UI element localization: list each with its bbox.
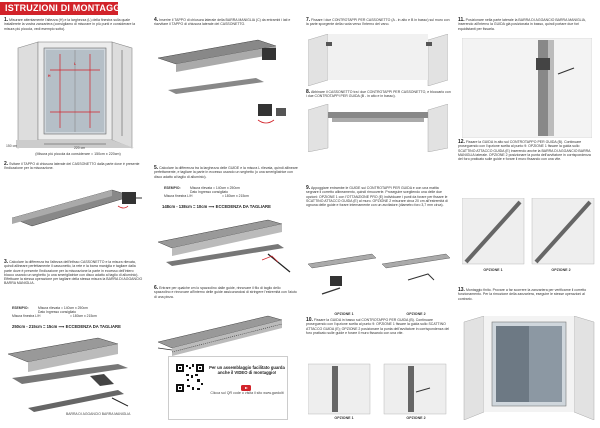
option-2-label: OPZIONE 2 <box>406 312 426 316</box>
step-number: 5. <box>154 165 159 171</box>
page-title: ISTRUZIONI DI MONTAGGIO <box>5 3 131 13</box>
step-number: 13. <box>458 287 465 293</box>
column-1 <box>4 18 144 426</box>
step-1-caption: (Misura più piccola da considerare = 150cm x 220cm) <box>35 152 121 156</box>
step-9 <box>306 186 452 207</box>
step-text: Posizionare nella parte laterale la BARRA DI AGGANCIO BARRA MANIGLIA, inserendo all'interno la GUIDA già posizionata in basso, quindi portare due fori equidistanti per fissarla. <box>458 18 586 31</box>
example-row: = 180cm x 215cm <box>70 314 97 318</box>
promo-title: Per un assemblaggio facilitato guarda anche il VIDEO di montaggio! <box>209 365 285 375</box>
label-h-value: 150 cm <box>6 144 18 148</box>
step-13 <box>458 288 596 301</box>
step-11 <box>458 18 596 31</box>
column-3 <box>306 18 452 426</box>
step-text: Montaggio finito. Provare a far scorrere la zanzariera per verificarne il corretto funzionamento. Per la rimozione della zanzariera, eseguire le stesse operazioni al contrario. <box>458 288 587 301</box>
step-1 <box>4 18 144 31</box>
example-row: Misura rilevata = 140cm x 250cm <box>38 306 88 310</box>
step-number: 4. <box>154 17 159 23</box>
step-number: 11. <box>458 17 465 23</box>
label-l-value: 220 cm <box>74 146 86 150</box>
example-row: Misura finestra L/H <box>164 194 193 198</box>
step-number: 8. <box>306 89 311 95</box>
arrow-right-icon: ⟶ <box>58 324 65 329</box>
arrow-right-icon: ⟶ <box>208 204 215 209</box>
cut-cassette-illustration <box>8 334 144 424</box>
option-2c-label: OPZIONE 2 <box>551 268 571 272</box>
handle-bar-mount-illustration <box>462 38 592 138</box>
step-text: Fissare i due CONTROTAPPI PER CASSONETTO (A - in alto e B in basso) sul muro con la parte sporgente della ruota verso l'interno del vano. <box>306 18 450 27</box>
example-label: ESEMPIO: <box>164 186 181 190</box>
example-table-1 <box>12 306 142 318</box>
bar-caption: BARRA DI AGGANCIO BARRA MANIGLIA <box>66 412 131 416</box>
header <box>0 0 600 16</box>
equation-calc: 250cm - 215cm = 15cm <box>12 324 58 329</box>
step-number: 10. <box>306 317 313 323</box>
step-2 <box>4 162 144 171</box>
step-10 <box>306 318 452 335</box>
wall-caps-illustration <box>308 34 448 86</box>
step-number: 12. <box>458 139 465 145</box>
step-text: Abbinare il CASSONETTO tra i due CONTROTAPPI PER CASSONETTO, e bloccarlo con i due CONTROTAPPI PER GUIDA (B - in alto e in basso). <box>306 90 451 99</box>
example-row: Misura rilevata = 140cm x 250cm <box>190 186 240 190</box>
finished-window-illustration <box>462 316 596 420</box>
guide-fix-bottom-illustration <box>308 362 452 416</box>
promo-subtitle: Clicca sul QR code o visita il sito www.gardolit <box>210 391 284 395</box>
cut-guide-illustration <box>158 214 298 284</box>
equation-calc: 148cm - 138cm = 10cm <box>162 204 208 209</box>
column-4 <box>458 18 596 426</box>
step-text: Entrare per qualche cm lo spazzolino dalle guide, rinnovare il filo di taglio dello spazzolino e rinnovare all'interno delle guide assicurandosi di stringere l'estremità con l'aiuto di una pinza. <box>154 286 297 299</box>
step-number: 7. <box>306 17 311 23</box>
step-number: 1. <box>4 17 9 23</box>
step-number: 9. <box>306 185 311 191</box>
equation-2 <box>162 204 271 209</box>
step-number: 3. <box>4 259 9 265</box>
step-text: Inserire il TAPPO di chiusura laterale della BARRA MANIGLIA (C) da entrambi i lati e riavvitare il TAPPO di chiusura laterale del CASSONETTO. <box>154 18 291 27</box>
window-measure-illustration <box>16 40 134 150</box>
step-text: Fissare la GUIDA in basso sul CONTROTAPPO PER GUIDA (B). Continuare proseguendo con l'opzione scelta al punto 9: OPZIONE 1 fissare la guida sullo SCATTINO ATTACCO GUIDA (E); OPZIONE 2 posizionare la punta dell'avvitatore in corrispondenza del foro praticato sulle guide e forare il muro fissando con una vite. <box>306 318 450 335</box>
guide-options-illustration <box>308 250 452 312</box>
option-1-label: OPZIONE 1 <box>334 312 354 316</box>
step-8 <box>306 90 452 99</box>
example-table-2 <box>164 186 294 198</box>
handle-bar-caps-illustration <box>158 34 298 134</box>
guide-fix-top-illustration <box>462 198 596 266</box>
example-row: Dato Ingresso consigliato <box>190 190 229 194</box>
step-7 <box>306 18 452 27</box>
step-text: Calcolare la differenza tra l'altezza dell'infisso CASSONETTO e la misura rilevata, quindi allineare perfettamente il cassonetto, la rete e la barra maniglia e tagliare dalla parte dove è presente l'indicazione per la misurazione la parte in eccesso dell'intero blocco usando un seghetto (o una smerigliatrice con disco adatto al taglio di alluminio). Effettuare la stessa operazione per tagliare della stessa misura la BARRA DI AGGANCIO BARRA MANIGLIA. <box>4 260 143 286</box>
step-text: Svitare il TAPPO di chiusura laterale del CASSONETTO dalla parte dove è presente l'indicazione per la misurazione. <box>4 162 140 171</box>
step-text: Fissare la GUIDA in alto sul CONTROTAPPO PER GUIDA (B). Continuare proseguendo con l'opzione scelta al punto 9: OPZIONE 1 fissare la guida sullo SCATTINO ATTACCO GUIDA (E) inserendo anche la BARRA DI AGGANCIO BARRA MANIGLIA laterale. OPZIONE 2 posizionare la punta dell'avvitatore in corrispondenza del foro praticato sulle guide e forare il muro fissando con una vite. <box>458 140 591 162</box>
equation-1 <box>12 324 121 329</box>
equation-result: ECCEDENZA DA TAGLIARE <box>65 324 121 329</box>
label-h: H <box>48 74 51 78</box>
step-text: Misurare attentamente l'altezza (H) e la larghezza (L) della finestra sulla quale installerete la vostra zanzariera (consigliamo di misurare in più punti e considerare la misura più piccola, vedi esempio sotto). <box>4 18 136 31</box>
step-number: 2. <box>4 161 9 167</box>
label-l: L <box>74 62 77 66</box>
step-6 <box>154 286 298 299</box>
cassette-cap-illustration <box>12 182 144 232</box>
step-3 <box>4 260 144 286</box>
video-promo-box[interactable] <box>168 356 288 420</box>
step-number: 6. <box>154 285 159 291</box>
example-label: ESEMPIO: <box>12 306 29 310</box>
qr-code[interactable] <box>175 363 205 393</box>
step-text: Calcolare la differenza tra la larghezza delle GUIDE e la misura L rilevata, quindi allineare perfettamente, e tagliare la parte in eccesso usando un seghetto (o una smerigliatrice con disco adatto al taglio di alluminio). <box>154 166 298 179</box>
step-12 <box>458 140 596 161</box>
step-5 <box>154 166 298 179</box>
option-2b-label: OPZIONE 2 <box>406 416 426 420</box>
example-row: Dato Ingresso consigliato <box>38 310 77 314</box>
equation-result: ECCEDENZA DA TAGLIARE <box>215 204 271 209</box>
example-row: = 180cm x 215cm <box>222 194 249 198</box>
option-1b-label: OPZIONE 1 <box>334 416 354 420</box>
cassette-mounted-illustration <box>308 104 448 152</box>
step-4 <box>154 18 298 27</box>
step-text: Appoggiare entrambe le GUIDE sui CONTROTAPPI PER GUIDA e con una matita segnare il corretto allineamento, quindi rimuoverle. Proseguire scegliendo una delle due opzioni: OPZIONE 1 con l'OTTANZIONE PRO (E) individuare i punti da forare per fissare le SCATTINO ATTACCO GUIDA (E) al muro. OPZIONE 2 misurare circa 20 cm all'estremità di ognuna delle guide e forare internamente con un avvitatore (diametro foro 3,7 mm circa). <box>306 186 448 208</box>
example-row: Misura finestra L/H <box>12 314 41 318</box>
option-1c-label: OPZIONE 1 <box>483 268 503 272</box>
